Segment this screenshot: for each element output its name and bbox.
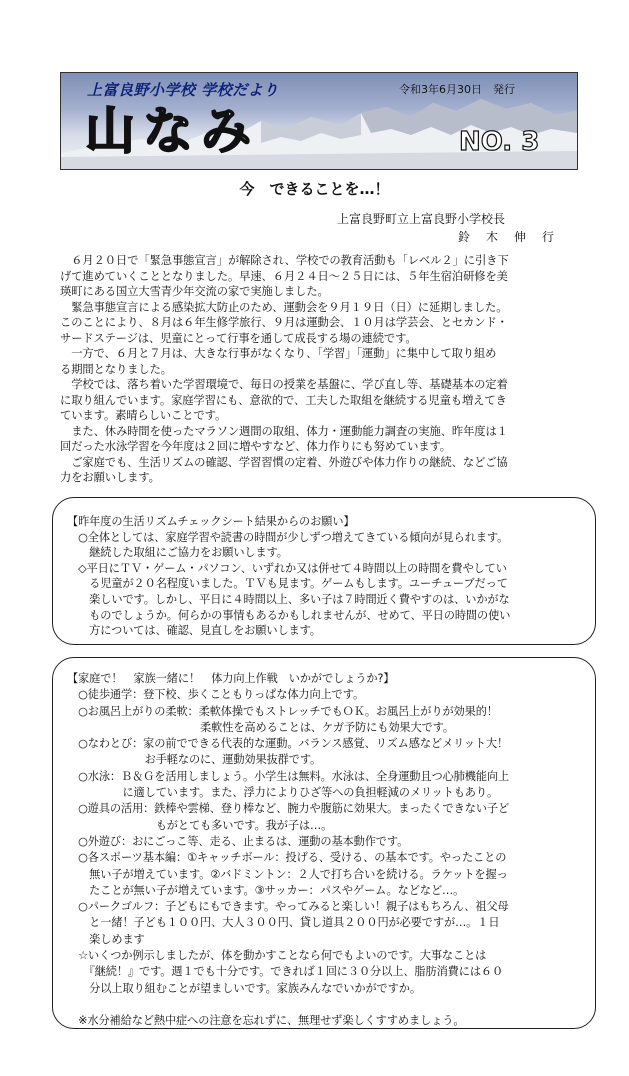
box-line: 楽しめます [67, 932, 145, 946]
box-line: ○パークゴルフ：子どもにもできます。やってみると楽しい！親子はもちろん、祖父母 [67, 900, 509, 914]
paragraph-line: 力をお願いします。 [60, 471, 160, 484]
paragraph-line: サードステージは、児童にとって行事を通して成長する場の連続です。 [60, 331, 417, 345]
box-line: に適しています。また、浮力によりひざ等への負担軽減のメリットもあり。 [67, 786, 499, 800]
box-line: たことが無い子が増えています。③サッカー：パスやゲーム。などなど…。 [67, 883, 465, 897]
newsletter-banner [60, 72, 578, 170]
box-line: る児童が２０名程度いました。ＴＶも見ます。ゲームもします。ユーチューブだって [67, 577, 508, 591]
paragraph-line: 緊急事態宣言による感染拡大防止のため、運動会を９月１９日（日）に延期しました。 [60, 300, 508, 314]
box-line: 【昨年度の生活リズムチェックシート結果からのお願い】 [67, 515, 355, 528]
paragraph-line: る期間となりました。 [60, 362, 172, 376]
paragraph-line: に取り組んでいます。家庭学習にも、意欲的で、工夫した取組を継続する児童も増えてき [60, 393, 507, 407]
issue-number: NO. 3 [459, 127, 540, 157]
box-line: ○徒歩通学：登下校、歩くこともりっぱな体力向上です。 [67, 688, 365, 702]
box-line: ○お風呂上がりの柔軟：柔軟体操でもストレッチでもＯＫ。お風呂上がりが効果的！ [67, 704, 498, 718]
paragraph-line: ています。素晴らしいことです。 [60, 409, 227, 422]
box-line: 無い子が増えています。②バドミントン：２人で打ち合いを続ける。ラケットを握っ [67, 867, 508, 881]
box-line: 柔軟性を高めることは、ケガ予防にも効果大です。 [67, 720, 454, 734]
paragraph-line: 回だった水泳学習を今年度は２回に増やすなど、体力作りにも努めています。 [60, 440, 451, 453]
article-body [60, 253, 576, 486]
box-line: ○遊具の活用：鉄棒や雲梯、登り棒など、腕力や腹筋に効果大。まったくできない子ど [67, 802, 510, 816]
article-headline: 今 できることを…！ [239, 180, 390, 198]
box-line [67, 997, 595, 1013]
paragraph-line: ６月２０日で「緊急事態宣言」が解除され、学校での教育活動も「レベル２」に引き下 [60, 254, 509, 267]
author-name: 鈴 木 伸 行 [458, 230, 557, 244]
school-title: 上富良野小学校 学校だより [87, 81, 279, 99]
box-line: 楽しいです。しかし、平日に４時間以上、多い子は７時間近く費やすのは、いかがな [67, 592, 510, 606]
box-line: 方については、確認、見直しをお願いします。 [67, 624, 321, 638]
box-line: 『継続！』です。週１でも十分です。できれば１回に３０分以上、脂肪消費には６０ [67, 965, 504, 979]
paragraph-line: 一方で、６月と７月は、大きな行事がなくなり、「学習」「運動」に集中して取り組め [60, 347, 497, 360]
box-line: 【家庭で！ 家族一緒に！ 体力向上作戦 いかがでしょうか?】 [67, 672, 395, 685]
box-line: ◇平日にＴＶ・ゲーム・パソコン、いずれか又は併せて４時間以上の時間を費やしてい [67, 561, 507, 575]
box-line: と一緒！子ども１００円、大人３００円、貸し道具２００円が必要ですが…。１日 [67, 916, 500, 930]
box-line: ※水分補給など熱中症への注意を忘れずに、無理せず楽しくすすめましょう。 [67, 1014, 465, 1028]
box-line: お手軽なのに、運動効果抜群です。 [67, 753, 322, 767]
paragraph-line: また、休み時間を使ったマラソン週間の取組、体力・運動能力調査の実施、昨年度は１ [60, 424, 508, 438]
lifestyle-request-box [52, 497, 596, 645]
paragraph-line: このことにより、８月は６年生修学旅行、９月は運動会、１０月は学芸会、とセカンド・ [60, 316, 508, 329]
box-line: ○全体としては、家庭学習や読書の時間が少しずつ増えてきている傾向が見られます。 [67, 530, 509, 544]
box-line: ○水泳：Ｂ＆Ｇを活用しましょう。小学生は無料。水泳は、全身運動且つ心肺機能向上 [67, 769, 510, 783]
paragraph-line: 瑛町にある国立大雪青少年交流の家で実施しました。 [60, 285, 329, 298]
paragraph-line: ご家庭でも、生活リズムの確認、学習習慣の定着、外遊びや体力作りの継続、などご協 [60, 455, 508, 469]
fitness-strategy-box [52, 657, 596, 1029]
newsletter-logo: 山なみ [85, 102, 259, 160]
box-line: ○各スポーツ基本編：①キャッチボール：投げる、受ける、の基本です。やったことの [67, 851, 507, 865]
box-line: ☆いくつか例示しましたが、体を動かすことなら何でもよいのです。大事なことは [67, 949, 487, 963]
box-line: もがとても多いです。我が子は…。 [67, 818, 333, 832]
box-line: ○なわとび：家の前でできる代表的な運動。バランス感覚、リズム感などメリット大！ [67, 737, 509, 751]
box-line: ものでしょうか。何らかの事情もあるかもしれませんが、せめて、平日の時間の使い [67, 608, 511, 622]
paragraph-line: げて進めていくこととなりました。早速、６月２４日～２５日には、５年生宿泊研修を美 [60, 269, 508, 283]
box-line: ○外遊び：おにごっこ等、走る、止まるは、運動の基本動作です。 [67, 834, 409, 848]
paragraph-line: 学校では、落ち着いた学習環境で、毎日の授業を基盤に、学び直し等、基礎基本の定着 [60, 378, 508, 391]
box-line: 分以上取り組むことが望ましいです。家族みんなでいかがですか。 [67, 981, 421, 995]
issue-date: 令和3年6月30日 発行 [399, 83, 515, 96]
box-line: 継続した取組にご協力をお願いします。 [67, 546, 288, 560]
author-school: 上富良野町立上富良野小学校長 [337, 212, 506, 226]
